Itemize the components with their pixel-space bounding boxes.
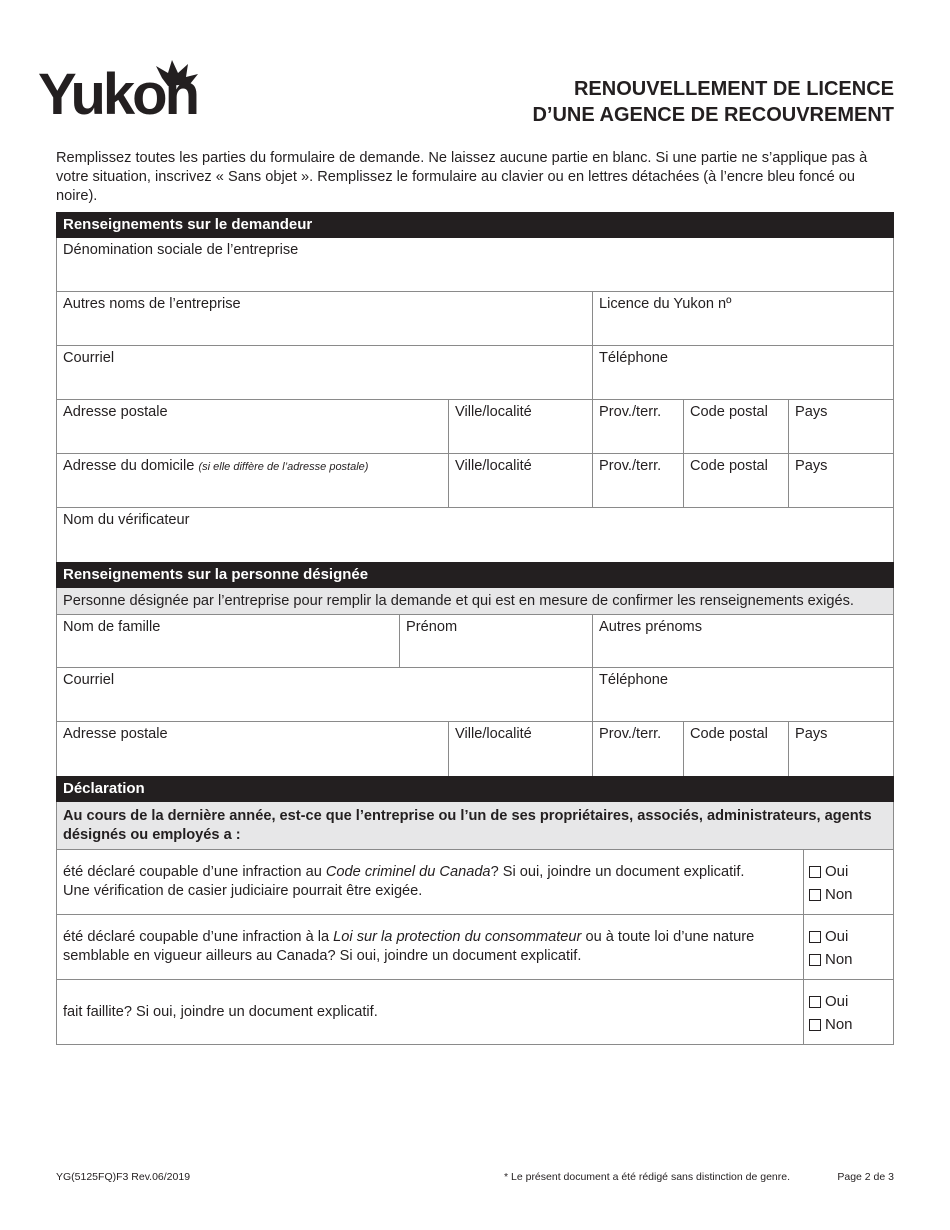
q3-no-option[interactable] <box>809 1013 893 1036</box>
field-label: Adresse postale <box>63 404 168 420</box>
designate-section-heading: Renseignements sur la personne désignée <box>56 562 894 588</box>
field-label: Prénom <box>406 619 458 635</box>
designate-mailing-address-field[interactable] <box>57 722 448 776</box>
yukon-licence-number-field[interactable] <box>592 292 893 345</box>
application-form <box>56 212 894 1045</box>
applicant-home-address-field[interactable] <box>57 454 448 507</box>
field-label: Ville/localité <box>455 726 532 742</box>
field-label: Licence du Yukon nº <box>599 296 732 312</box>
field-label: Prov./terr. <box>599 458 662 474</box>
instructions: Remplissez toutes les parties du formulaire de demande. Ne laissez aucune partie en blanc. Si une partie ne s’applique pas à votre situation, inscrivez « Sans objet ». Remplissez le formulaire au clavier ou en lettres détachées (à l’encre bleu foncé ou noire). <box>56 150 868 204</box>
first-name-field[interactable] <box>399 615 592 667</box>
designate-postal-field[interactable] <box>683 722 788 776</box>
row-names <box>56 614 894 668</box>
logo-text: Yukon <box>38 62 198 127</box>
q3-text: fait faillite? Si oui, joindre un document explicatif. <box>63 1003 378 1020</box>
applicant-section-heading: Renseignements sur le demandeur <box>56 212 894 238</box>
q1-yes-option[interactable] <box>809 860 893 883</box>
question-text <box>57 850 803 914</box>
field-label: Prov./terr. <box>599 726 662 742</box>
option-label: Non <box>825 951 853 968</box>
field-label: Adresse postale <box>63 726 168 742</box>
option-label: Non <box>825 886 853 903</box>
designate-email-field[interactable] <box>57 668 592 721</box>
field-label: Code postal <box>690 726 768 742</box>
field-label: Prov./terr. <box>599 404 662 420</box>
question-criminal-code <box>56 850 894 915</box>
row-designate-address <box>56 722 894 776</box>
auditor-name-field[interactable] <box>57 508 893 562</box>
field-label: Ville/localité <box>455 458 532 474</box>
declaration-section-heading: Déclaration <box>56 776 894 802</box>
yukon-logo <box>38 56 210 126</box>
applicant-mailing-city-field[interactable] <box>448 400 592 453</box>
q3-yes-option[interactable] <box>809 990 893 1013</box>
field-label: Code postal <box>690 458 768 474</box>
option-label: Oui <box>825 993 849 1010</box>
option-label: Non <box>825 1016 853 1033</box>
title-line-2: D’UNE AGENCE DE RECOUVREMENT <box>532 104 894 126</box>
field-label: Autres noms de l’entreprise <box>63 296 241 312</box>
applicant-email-field[interactable] <box>57 346 592 399</box>
row-auditor <box>56 508 894 562</box>
field-label: Nom de famille <box>63 619 161 635</box>
field-label: Ville/localité <box>455 404 532 420</box>
applicant-mailing-address-field[interactable] <box>57 400 448 453</box>
applicant-mailing-postal-field[interactable] <box>683 400 788 453</box>
other-business-names-field[interactable] <box>57 292 592 345</box>
question-text <box>57 915 803 979</box>
field-note: (si elle diffère de l’adresse postale) <box>198 461 369 473</box>
q2-text-em: Loi sur la protection du consommateur <box>333 929 582 945</box>
row-designate-email-phone <box>56 668 894 722</box>
form-title <box>532 76 894 128</box>
field-label: Nom du vérificateur <box>63 512 190 528</box>
row-home-address <box>56 454 894 508</box>
row-email-phone <box>56 346 894 400</box>
q1-text-em: Code criminel du Canada <box>325 864 491 880</box>
question-text <box>57 980 803 1044</box>
checkbox[interactable] <box>809 889 821 901</box>
applicant-home-prov-field[interactable] <box>592 454 683 507</box>
field-label: Dénomination sociale de l’entreprise <box>63 242 299 258</box>
option-label: Oui <box>825 863 849 880</box>
option-label: Oui <box>825 928 849 945</box>
designate-prov-field[interactable] <box>592 722 683 776</box>
applicant-home-city-field[interactable] <box>448 454 592 507</box>
q1-text-a: été déclaré coupable d’une infraction au <box>63 864 326 880</box>
checkbox[interactable] <box>809 1019 821 1031</box>
designate-note: Personne désignée par l’entreprise pour remplir la demande et qui est en mesure de confirmer les renseignements exigés. <box>56 588 894 614</box>
checkbox[interactable] <box>809 931 821 943</box>
q1-text-c: Une vérification de casier judiciaire pourrait être exigée. <box>63 883 423 899</box>
field-label: Courriel <box>63 350 115 366</box>
form-code: YG(5125FQ)F3 Rev.06/2019 <box>56 1171 191 1183</box>
question-consumer-protection <box>56 915 894 980</box>
other-names-field[interactable] <box>592 615 893 667</box>
designate-phone-field[interactable] <box>592 668 893 721</box>
q2-text-b: ou à toute loi d’une nature semblable en vigueur ailleurs au Canada? Si oui, joindre un document explicatif. <box>63 929 755 964</box>
applicant-phone-field[interactable] <box>592 346 893 399</box>
last-name-field[interactable] <box>57 615 399 667</box>
q2-text-a: été déclaré coupable d’une infraction à la <box>63 929 334 945</box>
checkbox[interactable] <box>809 996 821 1008</box>
declaration-question-intro: Au cours de la dernière année, est-ce que l’entreprise ou l’un de ses propriétaires, associés, administrateurs, agents désignés ou employés a : <box>56 802 894 850</box>
title-line-1: RENOUVELLEMENT DE LICENCE <box>573 78 894 100</box>
checkbox[interactable] <box>809 866 821 878</box>
row-mailing-address <box>56 400 894 454</box>
field-label: Pays <box>795 458 828 474</box>
field-label: Pays <box>795 726 828 742</box>
applicant-home-postal-field[interactable] <box>683 454 788 507</box>
q1-text-b: ? Si oui, joindre un document explicatif. <box>490 864 745 880</box>
checkbox[interactable] <box>809 954 821 966</box>
row-other-names <box>56 292 894 346</box>
q2-no-option[interactable] <box>809 948 893 971</box>
answer-options <box>803 850 893 914</box>
page-number: Page 2 de 3 <box>837 1171 894 1183</box>
field-label: Code postal <box>690 404 768 420</box>
designate-country-field[interactable] <box>788 722 893 776</box>
field-label: Téléphone <box>599 350 668 366</box>
row-legal-name <box>56 238 894 292</box>
answer-options <box>803 915 893 979</box>
business-legal-name-field[interactable] <box>57 238 893 291</box>
field-label: Adresse du domicile <box>63 458 195 474</box>
applicant-mailing-country-field[interactable] <box>788 400 893 453</box>
field-label: Téléphone <box>599 672 668 688</box>
field-label: Courriel <box>63 672 115 688</box>
answer-options <box>803 980 893 1044</box>
designate-city-field[interactable] <box>448 722 592 776</box>
field-label: Pays <box>795 404 828 420</box>
question-bankruptcy <box>56 980 894 1045</box>
applicant-mailing-prov-field[interactable] <box>592 400 683 453</box>
applicant-home-country-field[interactable] <box>788 454 893 507</box>
field-label: Autres prénoms <box>599 619 703 635</box>
gender-note: * Le présent document a été rédigé sans distinction de genre. <box>504 1171 791 1183</box>
q1-no-option[interactable] <box>809 883 893 906</box>
q2-yes-option[interactable] <box>809 925 893 948</box>
